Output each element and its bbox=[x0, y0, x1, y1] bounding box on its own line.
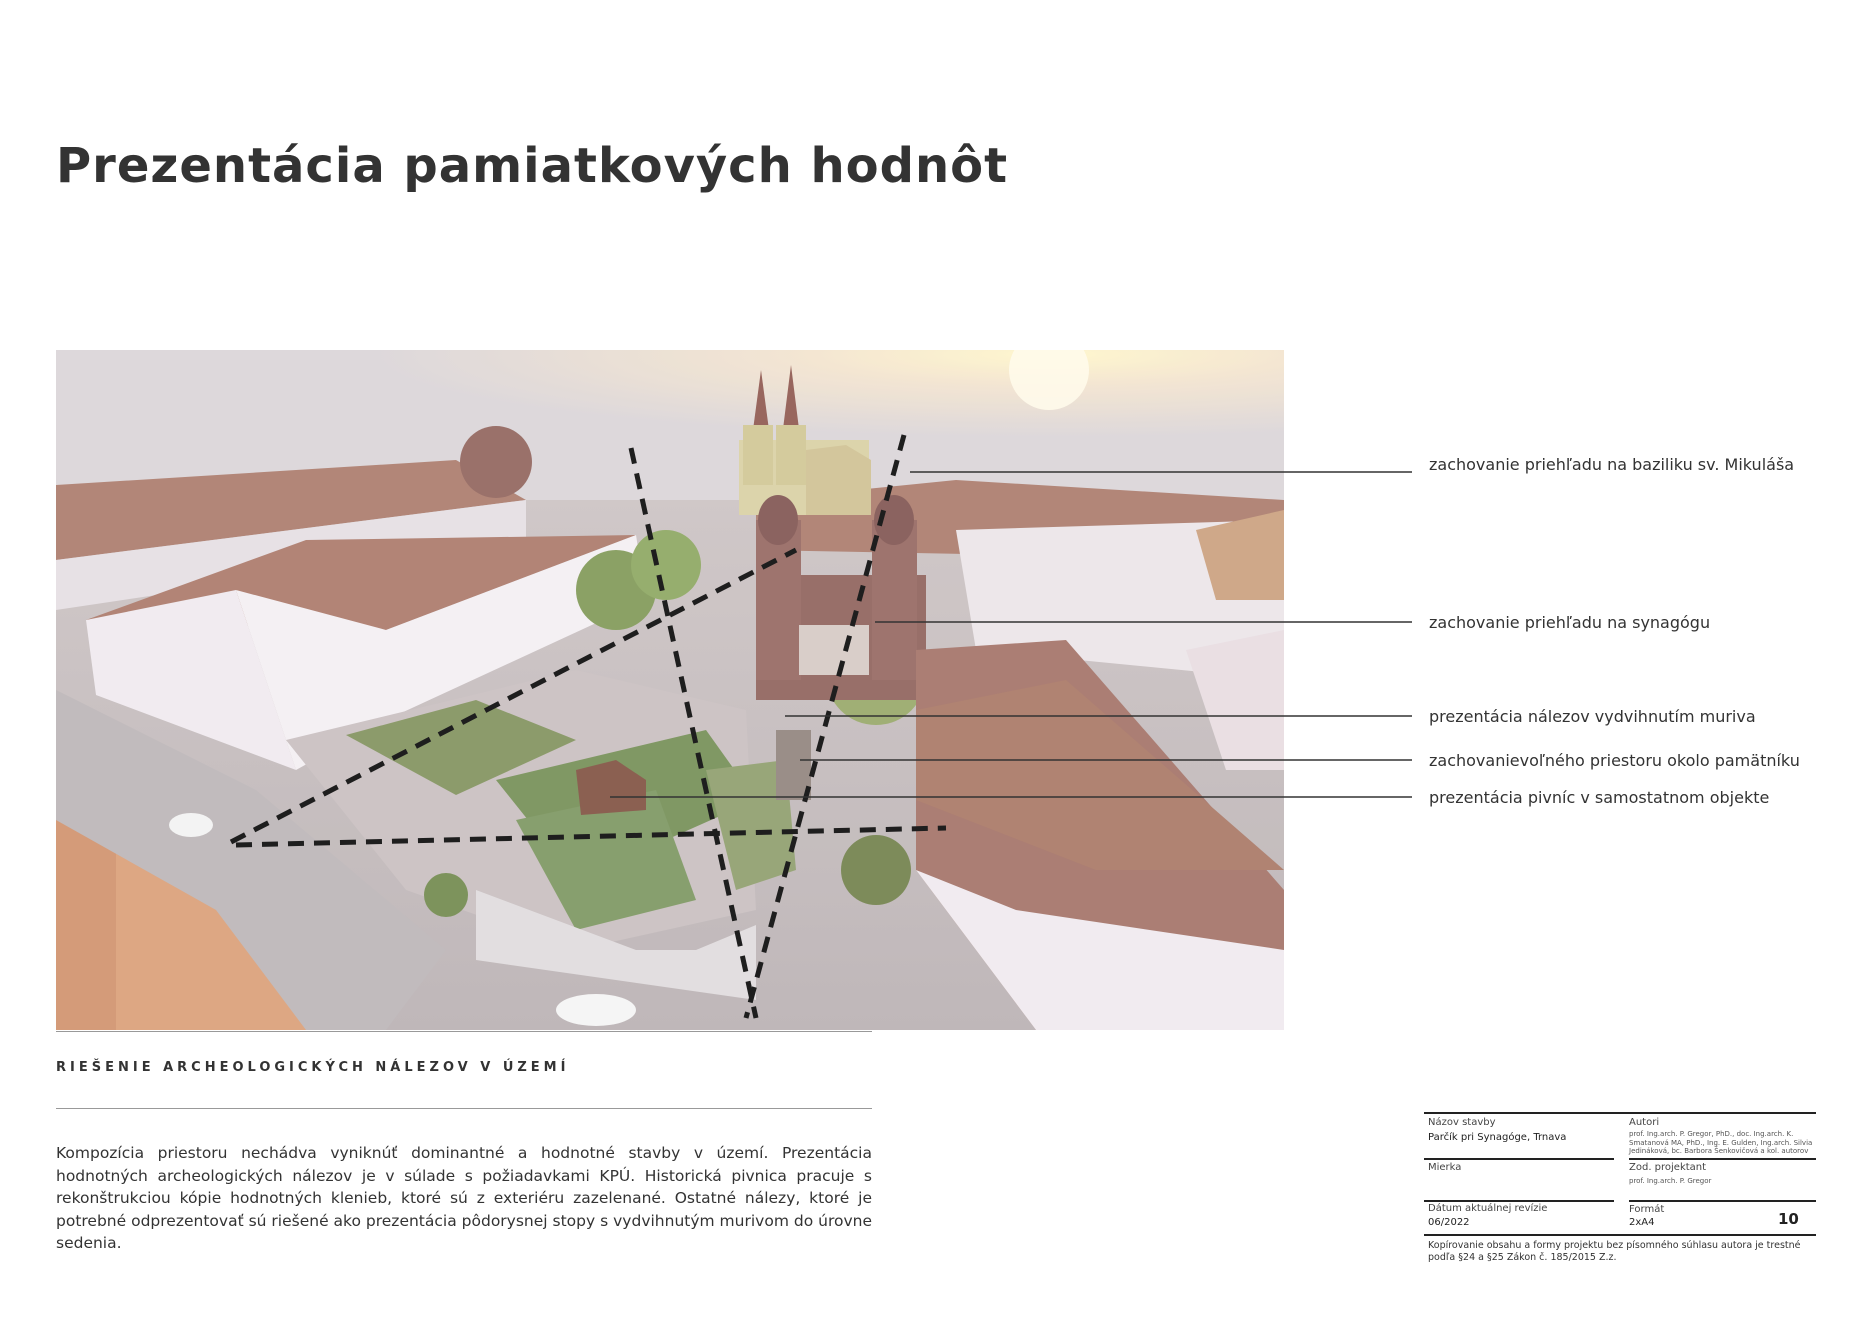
format-value: 2xA4 bbox=[1629, 1217, 1655, 1228]
divider-bottom bbox=[56, 1108, 872, 1109]
annotation-raised-walls: prezentácia nálezov vydvihnutím muriva bbox=[1429, 707, 1756, 726]
description-text: Kompozícia priestoru nechádva vyniknúť dominantné a hodnotné stavby v území. Prezentácia hodnotných archeologických nálezov je v súlade s požiadavkami KPÚ. Historická pivnica pracuje s rekonštrukciou kópie hodnotných klenieb, ktoré sú z exteriéru zazelenané. Ostatné nálezy, ktoré je potrebné odprezentovať sú riešené ako prezentácia pôdorysnej stopy s vydvihnutým murivom do úrovne sedenia. bbox=[56, 1144, 872, 1252]
revision-label: Dátum aktuálnej revízie bbox=[1428, 1203, 1548, 1214]
format-label: Formát bbox=[1629, 1204, 1665, 1215]
responsible-label: Zod. projektant bbox=[1629, 1162, 1707, 1173]
authors-value: prof. Ing.arch. P. Gregor, PhD., doc. Ing.arch. K. Smatanová MA, PhD., Ing. E. Gulden, Ing.arch. Silvia Jedináková, bc. Barbora Šenkovičová a kol. autorov bbox=[1629, 1130, 1813, 1155]
section-heading: RIEŠENIE ARCHEOLOGICKÝCH NÁLEZOV V ÚZEMÍ bbox=[56, 1060, 570, 1075]
page-title: Prezentácia pamiatkových hodnôt bbox=[56, 138, 1009, 194]
authors-label: Autori bbox=[1629, 1117, 1660, 1128]
revision-value: 06/2022 bbox=[1428, 1217, 1470, 1228]
annotation-cellar-object: prezentácia pivníc v samostatnom objekte bbox=[1429, 788, 1770, 807]
page-number: 10 bbox=[1778, 1210, 1799, 1228]
divider-top bbox=[56, 1031, 872, 1032]
annotation-monument-space: zachovanievoľného priestoru okolo pamätníku bbox=[1429, 751, 1800, 770]
scale-label: Mierka bbox=[1428, 1162, 1462, 1173]
site-render-image bbox=[56, 350, 1284, 1030]
annotation-basilica-view: zachovanie priehľadu na baziliku sv. Mikuláša bbox=[1429, 455, 1795, 474]
annotation-synagogue-view: zachovanie priehľadu na synagógu bbox=[1429, 613, 1711, 632]
building-label: Názov stavby bbox=[1428, 1117, 1496, 1128]
responsible-value: prof. Ing.arch. P. Gregor bbox=[1629, 1177, 1712, 1185]
title-block bbox=[1424, 1112, 1816, 1272]
copyright-note: Kopírovanie obsahu a formy projektu bez písomného súhlasu autora je trestné podľa §24 a §25 Zákon č. 185/2015 Z.z. bbox=[1428, 1240, 1801, 1263]
building-value: Parčík pri Synagóge, Trnava bbox=[1428, 1132, 1567, 1143]
